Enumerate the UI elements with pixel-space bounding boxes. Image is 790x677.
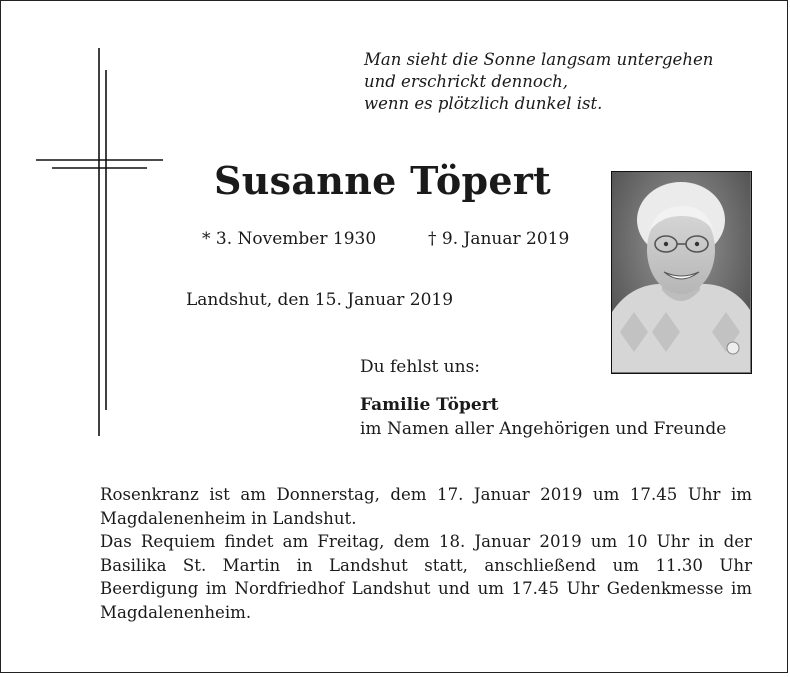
memorial-quote [364, 49, 713, 115]
portrait-photo [611, 171, 752, 374]
family-subline: im Namen aller Angehörigen und Freunde [360, 419, 727, 439]
deceased-name: Susanne Töpert [214, 158, 552, 203]
birth-date: * 3. November 1930 [202, 229, 377, 249]
requiem-paragraph: Das Requiem findet am Freitag, dem 18. Januar 2019 um 10 Uhr in der Basilika St. Martin in Landshut statt, anschließend um 11.30 Uhr Beerdigung im Nordfriedhof Landshut und um 17.45 Uhr Gedenkmesse im Magdalenenheim. [100, 532, 752, 622]
quote-line: Man sieht die Sonne langsam untergehen [364, 50, 714, 69]
cross-icon [36, 48, 166, 440]
rosary-paragraph: Rosenkranz ist am Donnerstag, dem 17. Januar 2019 um 17.45 Uhr im Magdalenenheim in Landshut. [100, 485, 752, 528]
death-date: † 9. Januar 2019 [428, 229, 570, 249]
quote-line: und erschrickt dennoch, [364, 72, 568, 91]
family-name: Familie Töpert [360, 395, 499, 415]
place-and-date: Landshut, den 15. Januar 2019 [186, 290, 454, 310]
mourners-intro: Du fehlst uns: [360, 357, 481, 377]
service-information [100, 483, 752, 624]
quote-line: wenn es plötzlich dunkel ist. [364, 94, 603, 113]
